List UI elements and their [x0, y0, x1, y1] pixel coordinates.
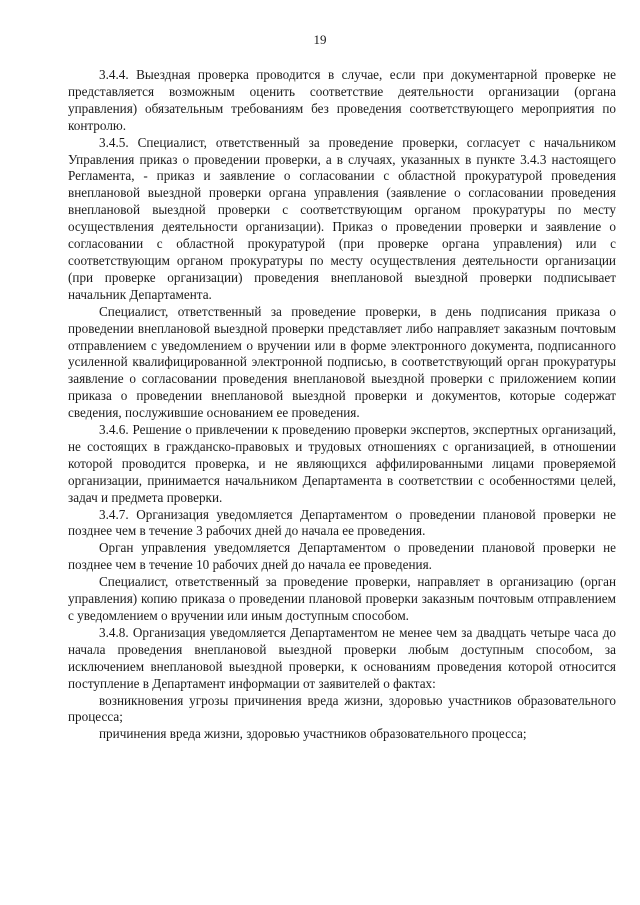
paragraph-authority-notice: Орган управления уведомляется Департаментом о проведении плановой проверки не позднее чем в течение 10 рабочих дней до начала ее проведения. — [68, 540, 616, 573]
paragraph-3-4-4: 3.4.4. Выездная проверка проводится в случае, если при документарной проверке не представляется возможным оценить соответствие деятельности организации (органа управления) обязательным требованиям без проведения соответствующего мероприятия по контролю. — [68, 67, 616, 133]
document-body — [68, 67, 616, 743]
paragraph-3-4-7: 3.4.7. Организация уведомляется Департаментом о проведении плановой проверки не позднее чем в течение 3 рабочих дней до начала ее проведения. — [68, 506, 616, 539]
paragraph-specialist-order-copy: Специалист, ответственный за проведение проверки, направляет в организацию (орган управления) копию приказа о проведении плановой проверки заказным почтовым отправлением с уведомлением о вручении или иным доступным способом. — [68, 574, 616, 623]
list-item-threat: возникновения угрозы причинения вреда жизни, здоровью участников образовательного процесса; — [68, 692, 616, 725]
list-item-harm: причинения вреда жизни, здоровью участников образовательного процесса; — [99, 726, 527, 742]
page-number: 19 — [313, 32, 327, 47]
paragraph-3-4-6: 3.4.6. Решение о привлечении к проведению проверки экспертов, экспертных организаций, не состоящих в гражданско-правовых и трудовых отношениях с организацией, в отношении которой проводится проверка, и не являющихся аффилированными лицами проверяемой организации, принимается начальником Департамента в соответствии с особенностями целей, задач и предмета проверки. — [68, 422, 616, 505]
paragraph-3-4-8: 3.4.8. Организация уведомляется Департаментом не менее чем за двадцать четыре часа до начала проведения внеплановой выездной проверки любым доступным способом, за исключением внеплановой выездной проверки, к основаниям проведения которой относится поступление в Департамент информации от заявителей о фактах: — [68, 624, 616, 691]
paragraph-3-4-5: 3.4.5. Специалист, ответственный за проведение проверки, согласует с начальником Управления приказ о проведении проверки, а в случаях, указанных в пункте 3.4.3 настоящего Регламента, - приказ и заявление о согласовании с областной прокуратурой проведения внеплановой выездной проверки органа управления (заявление о согласовании проведения внеплановой выездной проверки с соответствующим органом прокуратуры по месту осуществления деятельности организации). Приказ о проведении проверки и заявление о согласовании с областной прокуратурой (при проверке органа управления) или с соответствующим органом прокуратуры по месту осуществления деятельности организации (при проверке организации) проведения внеплановой выездной проверки подписывает начальник Департамента. — [68, 134, 616, 302]
paragraph-specialist-approval: Специалист, ответственный за проведение проверки, в день подписания приказа о проведении внеплановой выездной проверки представляет либо направляет заказным почтовым отправлением с уведомлением о вручении или в форме электронного документа, подписанного усиленной квалифицированной электронной подписью, в соответствующий орган прокуратуры заявление о согласовании проведения внеплановой выездной проверки с приложением копии приказа о проведении внеплановой выездной проверки и документов, которые содержат сведения, послужившие основанием ее проведения. — [68, 303, 616, 421]
